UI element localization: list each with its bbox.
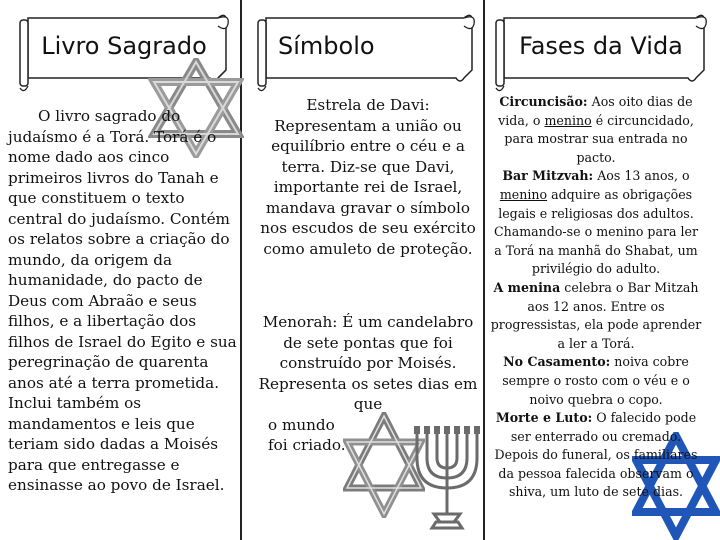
column-title: Símbolo bbox=[278, 32, 375, 60]
fases-text: Circuncisão: Aos oito dias de vida, o menino é circuncidado, para mostrar sua entrada no pacto. Bar Mitzvah: Aos 13 anos, o menino adquire as obrigações legais e religiosas dos adultos. Chamando-se o menino para ler a Torá na manhã do Shabat, um privilégio do adulto. A menina celebra o Bar Mitzah aos 12 anos. Entre os progressistas, ela pode aprender a ler a Torá. No Casamento: noiva cobre sempre o rosto com o véu e o noivo quebra o copo. Morte e Luto: O falecido pode ser enterrado ou cremado. Depois do funeral, os familiares da pessoa falecida observam o shiva, um luto de sete dias. bbox=[490, 94, 702, 500]
column-divider-2 bbox=[483, 0, 485, 540]
simbolo-text bbox=[258, 95, 478, 259]
menorah-text: Menorah: É um candelabro de sete pontas que foi construído por Moisés. Representa os setes dias em que o mundo foi criado. bbox=[258, 313, 478, 454]
column-title: Fases da Vida bbox=[519, 32, 683, 60]
menorah-icon bbox=[412, 418, 482, 536]
menorah-heading: Menorah: bbox=[262, 313, 338, 331]
scroll-banner-simbolo bbox=[252, 8, 480, 92]
column-title: Livro Sagrado bbox=[41, 32, 207, 60]
star-text: Representam a união ou equilíbrio entre o céu e a terra. Diz-se que Davi, importante rei de Israel, mandava gravar o símbolo nos escudos de seu exército como amuleto de proteção. bbox=[260, 116, 476, 258]
scroll-banner-fases bbox=[490, 8, 712, 92]
livro-paragraph: O livro sagrado do judaísmo é a Torá. Torá é o nome dado aos cinco primeiros livros do Tanah e que constituem o texto central do judaísmo. Contém os relatos sobre a criação do mundo, da origem da humanidade, do pacto de Deus com Abraão e seus filhos, e a libertação dos filhos de Israel do Egito e sua peregrinação de quarenta anos até a terra prometida. Inclui também os mandamentos e leis que teriam sido dadas a Moisés para que entregasse e ensinasse ao povo de Israel. bbox=[8, 107, 237, 494]
star-heading: Estrela de Davi: bbox=[306, 96, 430, 114]
